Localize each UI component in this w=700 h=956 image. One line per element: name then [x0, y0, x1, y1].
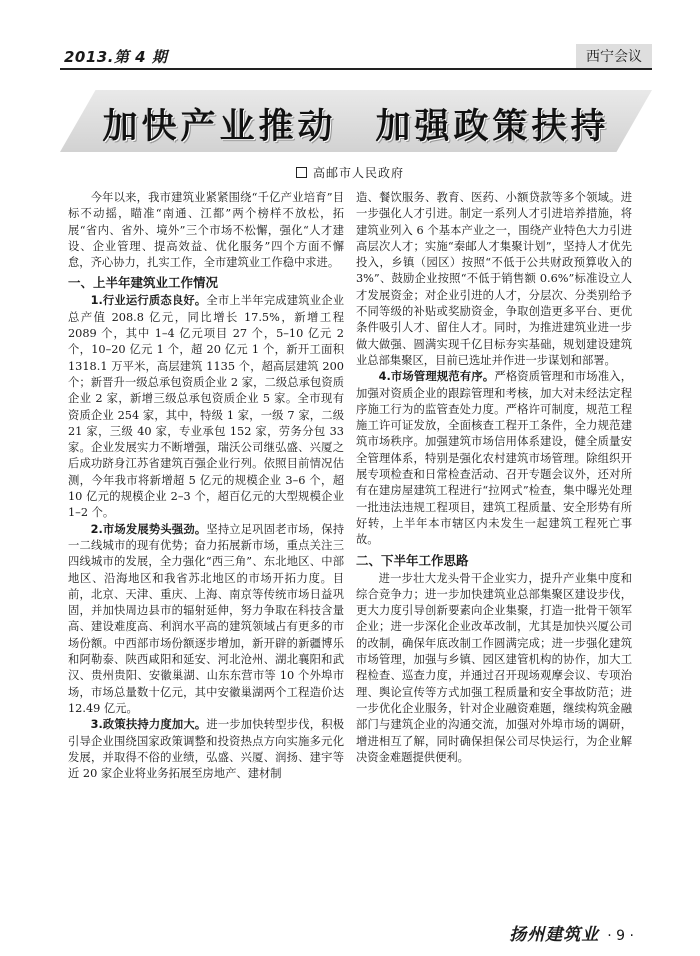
page-number: · 9 · — [607, 928, 634, 944]
subheading-3: 3.政策扶持力度加大。 — [90, 718, 207, 732]
subheading-2: 2.市场发展势头强劲。 — [90, 522, 207, 536]
intro-paragraph: 今年以来，我市建筑业紧紧围绕“千亿产业培育”目标不动摇，瞄准“南通、江都”两个榜样不放松，拓展“省内、省外、境外”三个市场不松懈，强化“人才建设、企业管理、提高效益、优化服务”四个方面不懈怠，齐心协力，扎实工作，全市建筑业工作稳中求进。 — [68, 191, 344, 270]
left-column — [68, 190, 344, 782]
article-title: 加快产业推动 加强政策扶持 — [102, 107, 610, 147]
paragraph-1 — [68, 293, 344, 521]
author-name: 高邮市人民政府 — [312, 166, 404, 180]
issue-number: 2013.第 4 期 — [64, 48, 168, 66]
byline — [0, 164, 700, 181]
paragraph-3 — [68, 717, 344, 782]
paragraph-3-continued: 造、餐饮服务、教育、医药、小额贷款等多个领域。进一步强化人才引进。制定一系列人才引进培养措施，将建筑业列入 6 个基本产业之一，围绕产业特色大力引进高层次人才；实施“秦邮人才集聚计划”，坚持人才优先投入，乡镇（园区）按照“不低于公共财政预算收入的 3%”、鼓励企业按照“不低于销售额 0.6%”标准设立人才发展资金；对企业引进的人才，分层次、分类别给予不同等级的补贴或奖励资金，争取创造更多平台、更优条件吸引人才、留住人才。同时，为推进建筑业进一步做大做强、圆满实现千亿目标夯实基础，规划建设建筑业总部集聚区，目前已选址并作进一步谋划和部署。 — [356, 191, 632, 367]
paragraph-4-text: 严格资质管理和市场准入，加强对资质企业的跟踪管理和考核，加大对未经法定程序施工行为的监管查处力度。严格许可制度，规范工程施工许可证发放，全面核查工程开工条件，全力规范建筑市场秩序。加强建筑市场信用体系建设，健全质量安全管理体系，特别是强化农村建筑市场管理。除组织开展专项检查和日常检查活动、召开专题会议外，还对所有在建房屋建筑工程进行“拉网式”检查，集中曝光处理一批违法违规工程项目，建筑工程质量、安全形势有所好转，上半年本市辖区内未发生一起建筑工程死亡事故。 — [356, 370, 632, 547]
running-header — [60, 44, 652, 70]
paragraph-4 — [356, 369, 632, 548]
magazine-logo: 扬州建筑业 — [509, 925, 600, 945]
section-tag: 西宁会议 — [576, 44, 652, 68]
right-column — [356, 190, 632, 766]
paragraph-5: 进一步壮大龙头骨干企业实力，提升产业集中度和综合竞争力；进一步加快建筑业总部集聚区建设步伐，更大力度引导创新要素向企业集聚，打造一批骨干领军企业；进一步深化企业改革改制，尤其是加快兴厦公司的改制，确保年底改制工作圆满完成；进一步强化建筑市场管理，加强与乡镇、园区建管机构的协作，加大工程检查、巡查力度，并通过召开现场观摩会议、专项治理、舆论宣传等方式加强工程质量和安全事故防范；进一步优化企业服务，针对企业融资难题，继续构筑金融部门与建筑企业的沟通交流，加强对外埠市场的调研，增进相互了解，同时确保担保公司尽快运行，为企业解决资金难题提供便利。 — [356, 571, 632, 764]
subheading-1: 1.行业运行质态良好。 — [90, 294, 207, 308]
subheading-4: 4.市场管理规范有序。 — [378, 370, 495, 384]
paragraph-1-text: 全市上半年完成建筑业企业总产值 208.8 亿元，同比增长 17.5%，新增工程 2089 个，其中 1–4 亿元项目 27 个，5–10 亿元 2 个，10–20 亿元 1 个，超 20 亿元 1 个，新开工面积 1318.1 万平米，高层建筑 1135 个，超高层建筑 200 个；新晋升一级总承包资质企业 2 家，二级总承包资质企业 2 家，新增三级总承包资质企业 5 家。全市现有资质企业 254 家，其中，特级 1 家，一级 7 家，二级 21 家，三级 40 家，专业承包 152 家，劳务分包 33 家。企业发展实力不断增强，瑞沃公司继弘盛、兴厦之后成功跻身江苏省建筑百强企业行列。依照目前情况估测，今年我市将新增超 5 亿元的规模企业 3–6 个，超 10 亿元的规模企业 2–3 个，超百亿元的大型规模企业 1–2 个。 — [68, 294, 344, 520]
paragraph-3-text: 进一步加快转型步伐，积极引导企业围绕国家政策调整和投资热点方向实施多元化发展，并取得不俗的业绩，弘盛、兴厦、润扬、建宇等近 20 家企业将业务拓展至房地产、建材制 — [68, 718, 344, 781]
section-heading-1: 一、上半年建筑业工作情况 — [68, 275, 219, 291]
section-heading-2: 二、下半年工作思路 — [356, 552, 469, 568]
page-footer — [509, 920, 634, 945]
paragraph-2 — [68, 522, 344, 718]
square-bullet-icon — [296, 167, 307, 178]
paragraph-2-text: 坚持立足巩固老市场，保持一二线城市的现有优势；奋力拓展新市场，重点关注三四线城市的发展，全力强化“西三角”、东北地区、中部地区、沿海地区和我省苏北地区的市场开拓力度。目前，北京、天津、重庆、上海、南京等传统市场日益巩固，并加快周边县市的辐射延伸，努力争取在科技含量高、建设难度高、利润水平高的建筑领域占有更多的市场份额。中西部市场份额逐步增加，新开辟的新疆博乐和阿勒泰、陕西咸阳和延安、河北沧州、湖北襄阳和武汉、贵州贵阳、安徽巢湖、山东东营市等 10 个外埠市场，市场总量数十亿元，其中安徽巢湖两个工程造价达 12.49 亿元。 — [68, 522, 344, 715]
